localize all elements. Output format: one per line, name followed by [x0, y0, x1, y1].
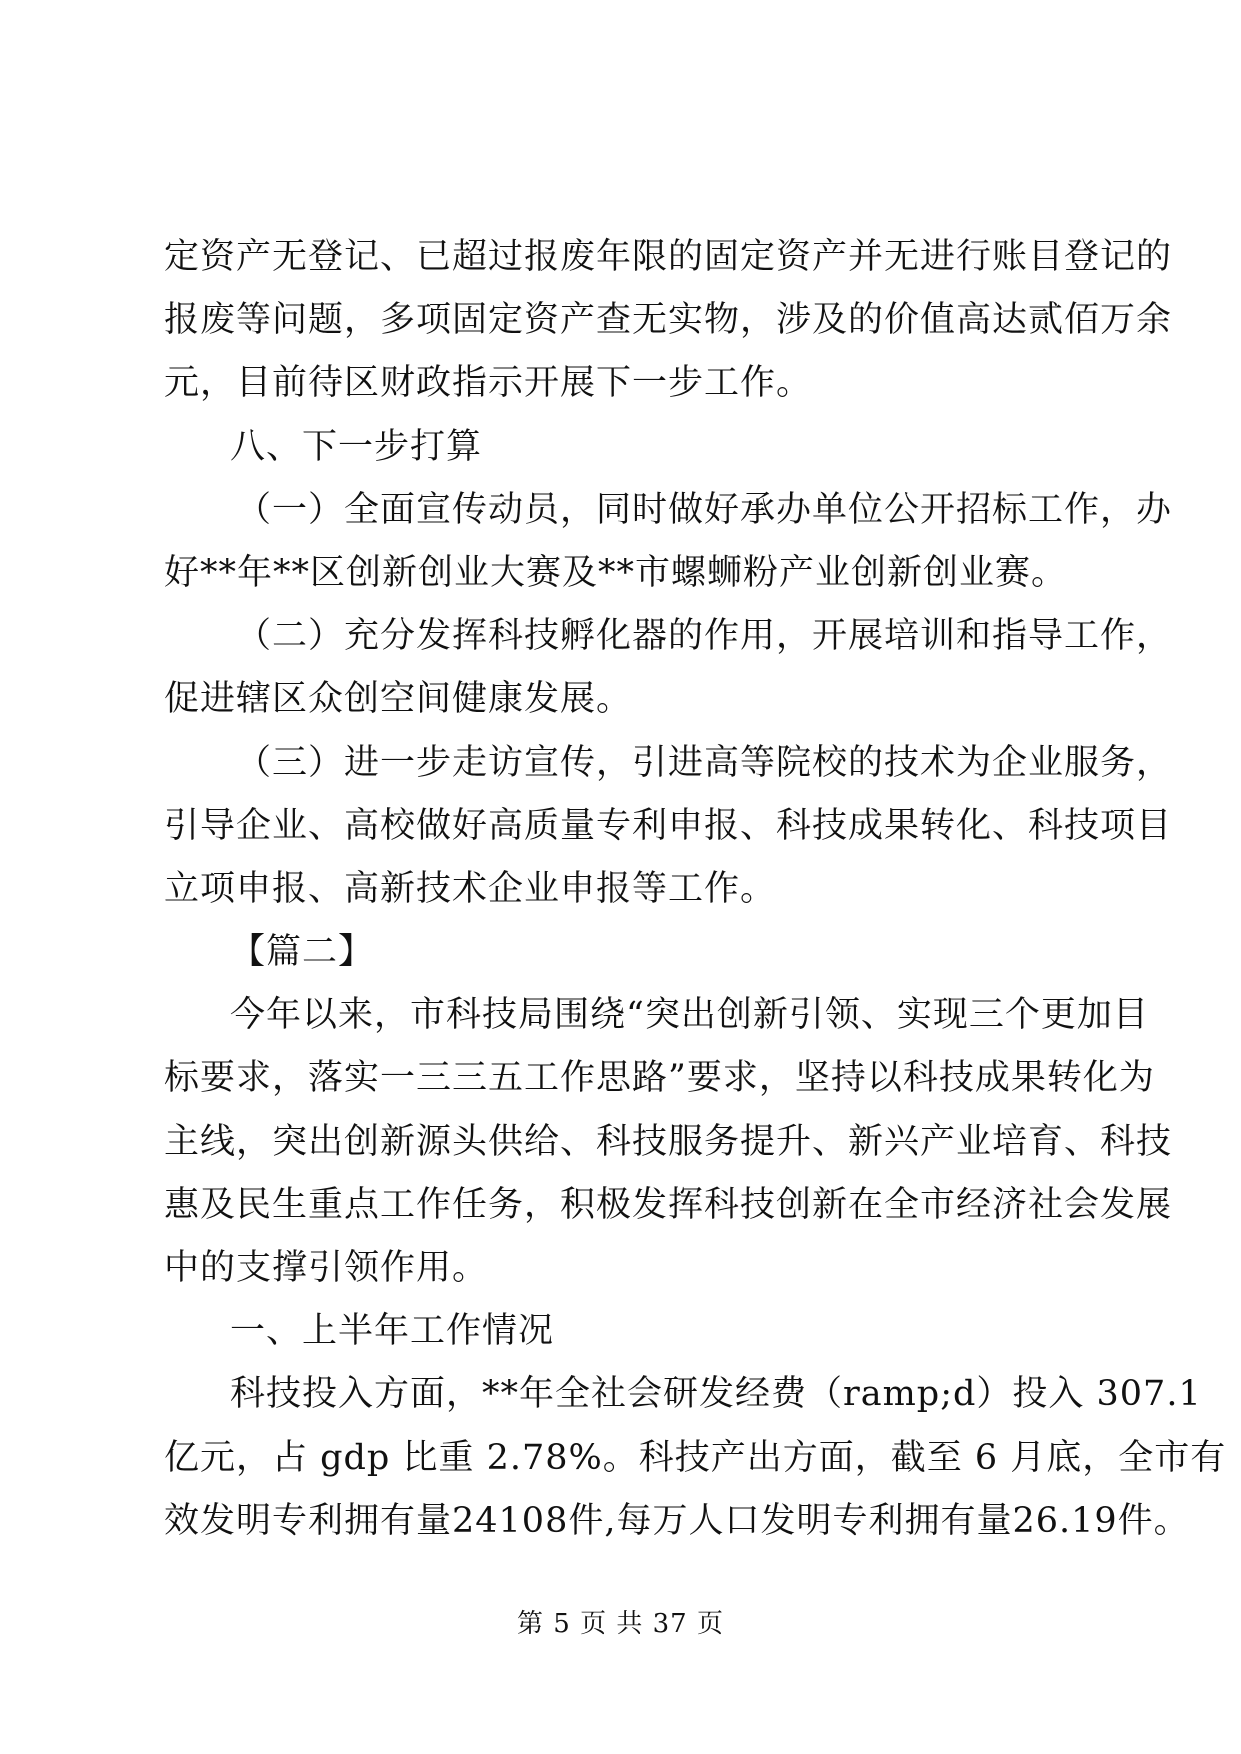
paragraph-line: 亿元，占 gdp 比重 2.78%。科技产出方面，截至 6 月底，全市有	[164, 1437, 1227, 1478]
paragraph-line: 好**年**区创新创业大赛及**市螺蛳粉产业创新创业赛。	[164, 552, 1068, 593]
paragraph-line: 今年以来，市科技局围绕“突出创新引领、实现三个更加目	[230, 995, 1149, 1036]
paragraph-line: 报废等问题，多项固定资产查无实物，涉及的价值高达贰佰万余	[164, 300, 1173, 341]
paragraph-line: 元，目前待区财政指示开展下一步工作。	[164, 363, 813, 404]
paragraph-line: 中的支撑引领作用。	[164, 1248, 489, 1288]
section-heading: 【篇二】	[230, 932, 375, 973]
paragraph-line: 促进辖区众创空间健康发展。	[164, 679, 633, 720]
paragraph-line: 标要求，落实一三三五工作思路”要求，坚持以科技成果转化为	[164, 1058, 1155, 1099]
paragraph-line: （二）充分发挥科技孵化器的作用，开展培训和指导工作，	[236, 616, 1173, 657]
section-heading: 八、下一步打算	[230, 426, 483, 467]
paragraph-line: 效发明专利拥有量24108件,每万人口发明专利拥有量26.19件。	[164, 1500, 1190, 1541]
page-number-footer: 第 5 页 共 37 页	[517, 1609, 724, 1639]
paragraph-line: （一）全面宣传动员，同时做好承办单位公开招标工作，办	[236, 489, 1173, 530]
paragraph-line: 科技投入方面，**年全社会研发经费（ramp;d）投入 307.1	[230, 1374, 1202, 1415]
section-heading: 一、上半年工作情况	[230, 1311, 555, 1352]
paragraph-line: 立项申报、高新技术企业申报等工作。	[164, 868, 777, 909]
paragraph-line: 定资产无登记、已超过报废年限的固定资产并无进行账目登记的	[164, 237, 1173, 277]
paragraph-line: 主线，突出创新源头供给、科技服务提升、新兴产业培育、科技	[164, 1121, 1173, 1162]
paragraph-line: 引导企业、高校做好高质量专利申报、科技成果转化、科技项目	[164, 805, 1173, 846]
paragraph-line: （三）进一步走访宣传，引进高等院校的技术为企业服务，	[236, 742, 1173, 783]
document-body	[164, 226, 1227, 1553]
paragraph-line: 惠及民生重点工作任务，积极发挥科技创新在全市经济社会发展	[164, 1184, 1173, 1225]
